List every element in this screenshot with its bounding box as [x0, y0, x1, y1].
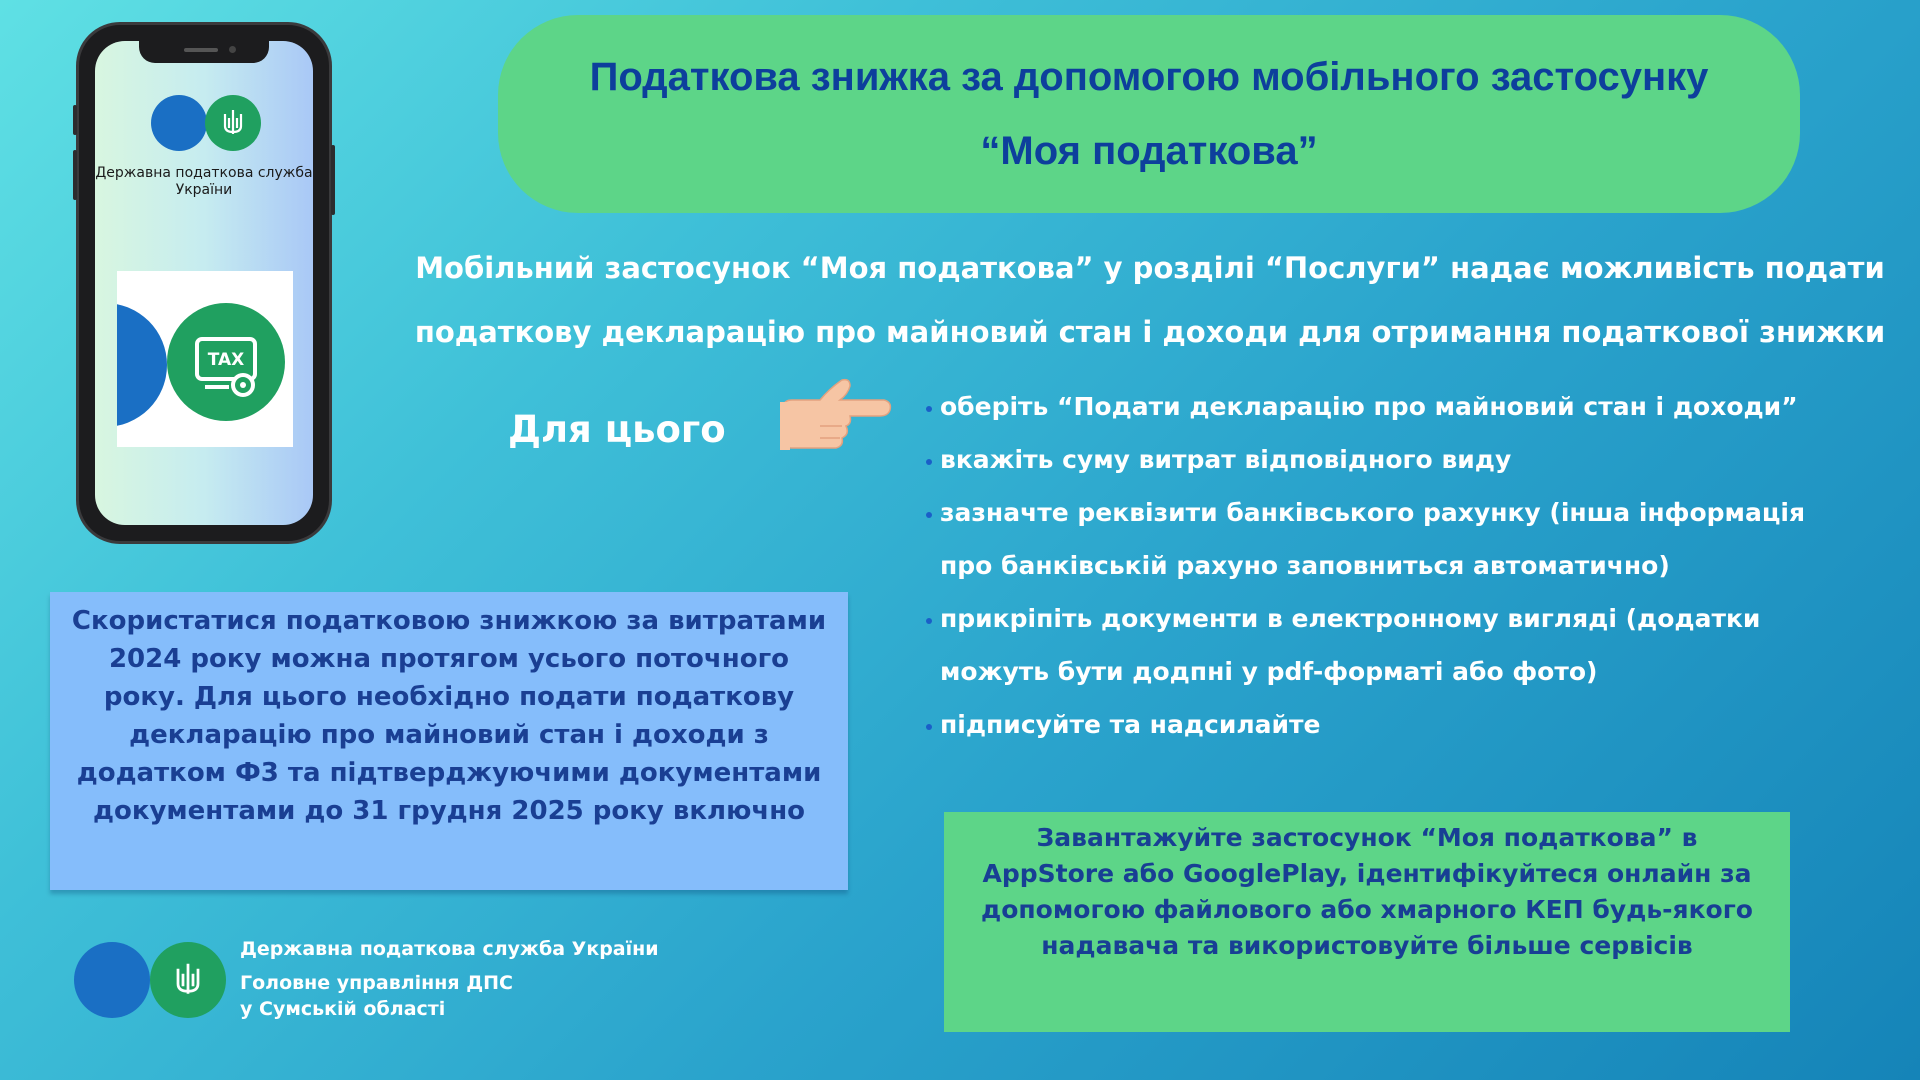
tax-document-icon — [167, 303, 285, 421]
list-item: вкажіть суму витрат відповідного виду — [922, 433, 1822, 486]
steps-list — [922, 380, 1822, 751]
list-item: прикріпіть документи в електронному вигляді (додатки можуть бути додпні у pdf-форматі або фото) — [922, 592, 1822, 698]
intro-text — [398, 236, 1902, 364]
page-title-line1: Податкова знижка за допомогою мобільного застосунку — [589, 55, 1709, 99]
phone-mockup — [76, 22, 332, 544]
footer-logo-blue-circle — [74, 942, 150, 1018]
footer-dept-line1: Головне управління ДПС — [240, 972, 514, 994]
list-item: підписуйте та надсилайте — [922, 698, 1822, 751]
footer-trident-icon — [150, 942, 226, 1018]
trident-icon — [205, 95, 261, 151]
pointing-hand-icon — [780, 378, 892, 458]
steps-heading: Для цього — [508, 408, 726, 451]
footer-text — [240, 936, 659, 1022]
intro-line2: податкову декларацію про майновий стан і доходи для отримання податкової знижки — [414, 315, 1886, 349]
tax-card — [117, 271, 293, 447]
tax-label: TAX — [207, 350, 245, 370]
footer-org: Державна податкова служба України — [240, 938, 659, 960]
list-item: зазначте реквізити банківського рахунку (інша інформація про банківській рахуно заповниться автоматично) — [922, 486, 1822, 592]
list-item: оберіть “Подати декларацію про майновий стан і доходи” — [922, 380, 1822, 433]
dps-logo-blue-circle — [151, 95, 207, 151]
app-box-text: Завантажуйте застосунок “Моя податкова” в AppStore або GooglePlay, ідентифікуйтеся онлайн за допомогою файлового або хмарного КЕП будь-якого надавача та використовуйте більше сервісів — [981, 823, 1753, 960]
app-download-box — [944, 812, 1790, 1032]
info-box — [50, 592, 848, 890]
footer-dept-line2: у Сумській області — [240, 998, 446, 1020]
phone-caption: Державна податкова служба України — [95, 165, 313, 198]
intro-line1: Мобільний застосунок “Моя податкова” у розділі “Послуги” надає можливість подати — [415, 251, 1885, 285]
page-title-line2: “Моя податкова” — [980, 129, 1318, 173]
phone-screen — [95, 41, 313, 525]
info-box-text: Скористатися податковою знижкою за витратами 2024 року можна протягом усього поточного року. Для цього необхідно подати податкову декларацію про майновий стан і доходи з додатком Ф3 та підтверджуючими документами документами до 31 грудня 2025 року включно — [71, 606, 827, 826]
header-banner — [498, 15, 1800, 213]
phone-notch — [139, 41, 269, 63]
